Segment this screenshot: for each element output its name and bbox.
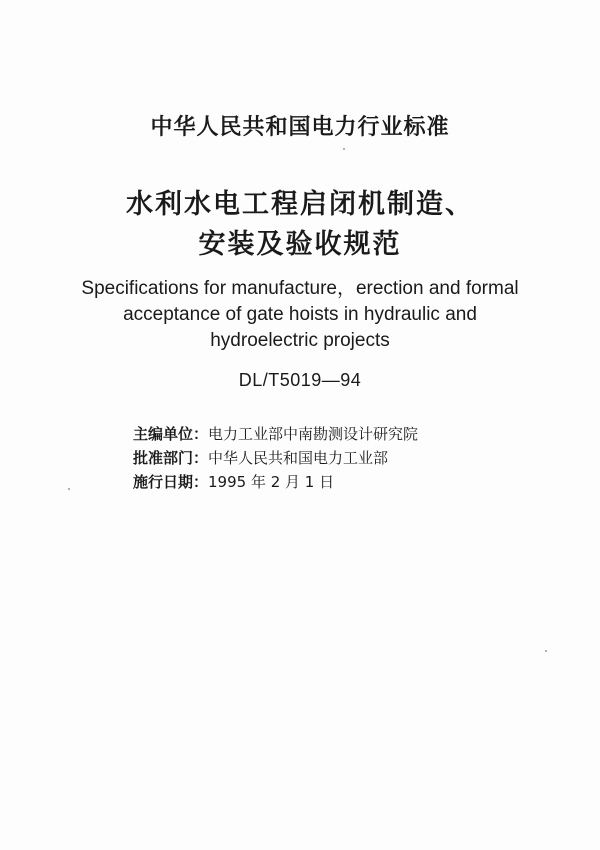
standard-code: DL/T5019—94 xyxy=(238,370,362,390)
effective-date-value: 1995 年 2 月 1 日 xyxy=(208,473,335,491)
approver-label: 批准部门： xyxy=(133,449,209,467)
english-title-line-1: Specifications for manufacture，erection and formal xyxy=(81,278,519,299)
standard-category-heading: 中华人民共和国电力行业标准 xyxy=(150,115,450,140)
chinese-title xyxy=(0,185,600,265)
editor-value: 电力工业部中南勘测设计研究院 xyxy=(208,425,419,443)
english-title-line-3: hydroelectric projects xyxy=(210,330,390,351)
effective-date-label: 施行日期： xyxy=(133,473,209,491)
approver-row xyxy=(133,446,418,470)
scan-speck xyxy=(68,488,70,490)
editor-label: 主编单位： xyxy=(133,425,209,443)
approver-value: 中华人民共和国电力工业部 xyxy=(208,449,389,467)
english-title-line-2: acceptance of gate hoists in hydraulic and xyxy=(123,304,477,325)
scan-speck xyxy=(343,148,345,150)
publication-info xyxy=(133,422,418,494)
scan-speck xyxy=(545,650,547,652)
effective-date-row xyxy=(133,470,418,494)
english-title xyxy=(0,276,600,354)
chinese-title-line-2: 安装及验收规范 xyxy=(198,229,402,260)
chinese-title-line-1: 水利水电工程启闭机制造、 xyxy=(126,189,474,220)
editor-row xyxy=(133,422,418,446)
